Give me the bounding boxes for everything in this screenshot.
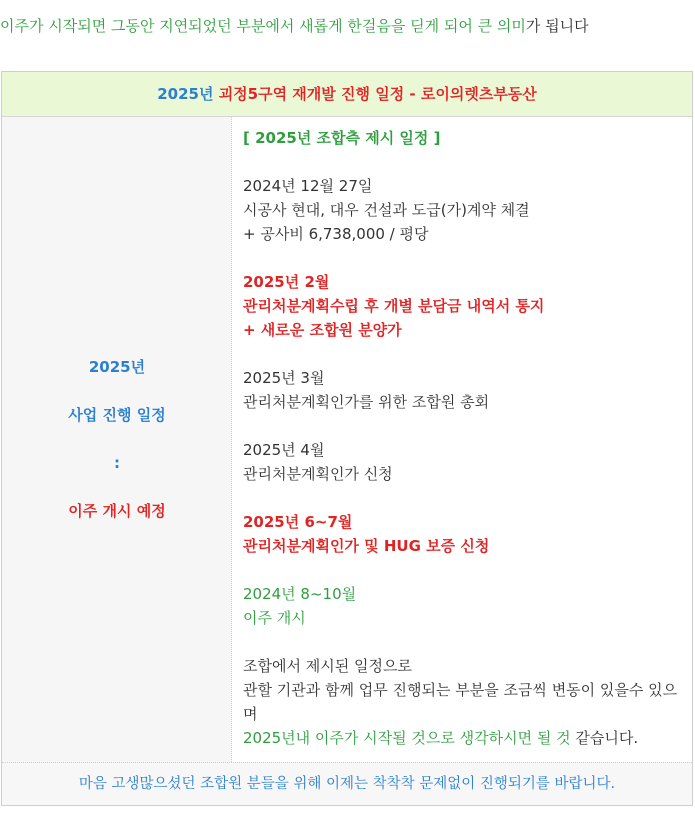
item-line: 관리처분계획인가 신청 — [243, 465, 393, 483]
closing-line-3: 며 — [243, 705, 258, 723]
closing-ending: 같습니다. — [570, 729, 639, 747]
closing-line-1: 조합에서 제시된 일정으로 — [243, 657, 412, 675]
intro-highlight: 이주가 시작되면 그동안 지연되었던 부분에서 새롭게 한걸음을 딛게 되어 큰 의미 — [0, 17, 526, 35]
intro-text — [0, 14, 695, 38]
left-summary-cell — [2, 117, 232, 762]
item-line: 시공사 현대, 대우 건설과 도급(가)계약 체결 — [243, 201, 530, 219]
item-date: 2025년 6~7월 — [243, 513, 353, 531]
item-date: 2024년 8~10월 — [243, 585, 357, 603]
item-line: 이주 개시 — [243, 609, 306, 627]
left-label: 사업 진행 일정 — [68, 406, 166, 424]
item-line: 관리처분계획인가 및 HUG 보증 신청 — [243, 537, 490, 555]
closing-highlight: 2025년내 이주가 시작될 것으로 생각하시면 될 것 — [243, 729, 571, 747]
schedule-table — [1, 71, 693, 806]
closing-line-2: 관할 기관과 함께 업무 진행되는 부분을 조금씩 변동이 있을수 있으 — [243, 681, 678, 699]
intro-ending: 가 됩니다 — [525, 17, 589, 35]
item-date: 2025년 2월 — [243, 273, 330, 291]
item-line: 관리처분계획수립 후 개별 분담금 내역서 통지 — [243, 297, 545, 315]
item-line: + 새로운 조합원 분양가 — [243, 321, 402, 339]
left-status: 이주 개시 예정 — [68, 502, 166, 520]
table-footer: 마음 고생많으셨던 조합원 분들을 위해 이제는 착착착 문제없이 진행되기를 바랍니다. — [2, 762, 692, 805]
section-title: [ 2025년 조합측 제시 일정 ] — [243, 129, 441, 147]
header-agency: - 로이의렛츠부동산 — [409, 85, 537, 103]
schedule-cell — [232, 117, 692, 762]
item-line: + 공사비 6,738,000 / 평당 — [243, 225, 429, 243]
item-date: 2025년 4월 — [243, 441, 325, 459]
item-date: 2024년 12월 27일 — [243, 177, 373, 195]
table-header — [2, 72, 692, 117]
item-line: 관리처분계획인가를 위한 조합원 총회 — [243, 393, 490, 411]
header-title: 괴정5구역 재개발 진행 일정 — [218, 85, 405, 103]
item-date: 2025년 3월 — [243, 369, 325, 387]
left-colon: : — [114, 454, 120, 472]
left-year: 2025년 — [88, 358, 146, 376]
header-year: 2025년 — [157, 85, 214, 103]
closing-line-4 — [243, 726, 683, 750]
